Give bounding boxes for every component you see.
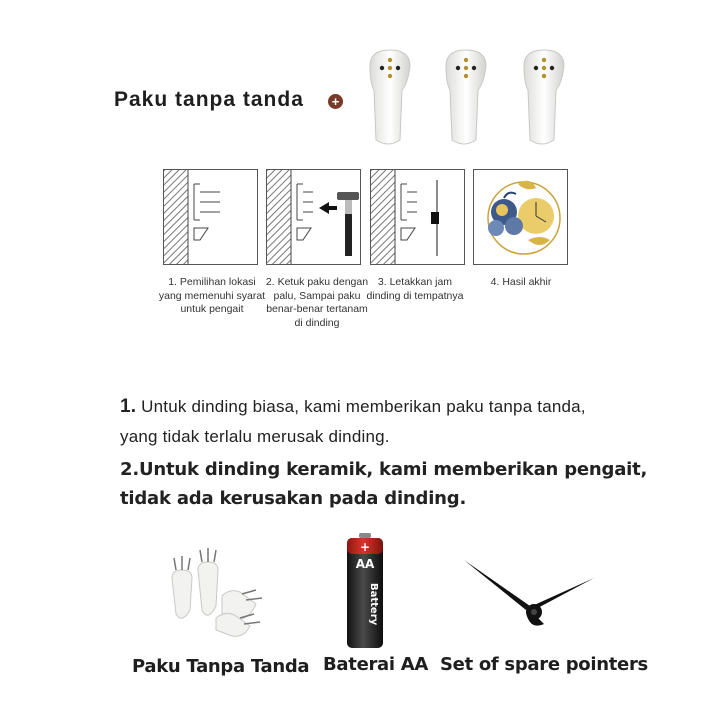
page-title: Paku tanpa tanda — [114, 88, 304, 111]
hook-nail-icon — [160, 548, 275, 638]
step-1-image — [163, 169, 258, 265]
note-1-text: Untuk dinding biasa, kami memberikan paku tanpa tanda, — [136, 397, 586, 416]
accessory-label-pointers: Set of spare pointers — [440, 654, 648, 675]
battery-plus-mark: + — [359, 540, 371, 554]
hook-icon — [446, 50, 486, 144]
note-1 — [120, 396, 586, 418]
accessory-label-battery: Baterai AA — [323, 654, 429, 675]
note-2: 2.Untuk dinding keramik, kami memberikan pengait, — [120, 459, 648, 480]
clock-hands-icon — [460, 556, 600, 632]
step-4-image — [473, 169, 568, 265]
step-2-image — [266, 169, 361, 265]
note-1-number: 1. — [120, 396, 137, 417]
battery-icon — [345, 533, 385, 651]
battery-letters: AA — [355, 557, 375, 571]
plus-icon: + — [328, 94, 343, 109]
step-3-image — [370, 169, 465, 265]
step-1-caption: 1. Pemilihan lokasi yang memenuhi syarat untuk pengait — [158, 276, 266, 315]
step-4-caption: 4. Hasil akhir — [490, 276, 552, 288]
accessory-label-hooks: Paku Tanpa Tanda — [132, 656, 310, 677]
step-3-caption: 3. Letakkan jam dinding di tempatnya — [366, 276, 464, 302]
hooks-top-illustration — [350, 48, 590, 148]
hook-icon — [524, 50, 564, 144]
battery-word: Battery — [368, 583, 379, 626]
hook-icon — [370, 50, 410, 144]
step-2-caption: 2. Ketuk paku dengan palu, Sampai paku benar-benar tertanam di dinding — [265, 276, 369, 329]
note-1-continuation: yang tidak terlalu merusak dinding. — [120, 427, 390, 446]
note-2-continuation: tidak ada kerusakan pada dinding. — [120, 488, 467, 509]
